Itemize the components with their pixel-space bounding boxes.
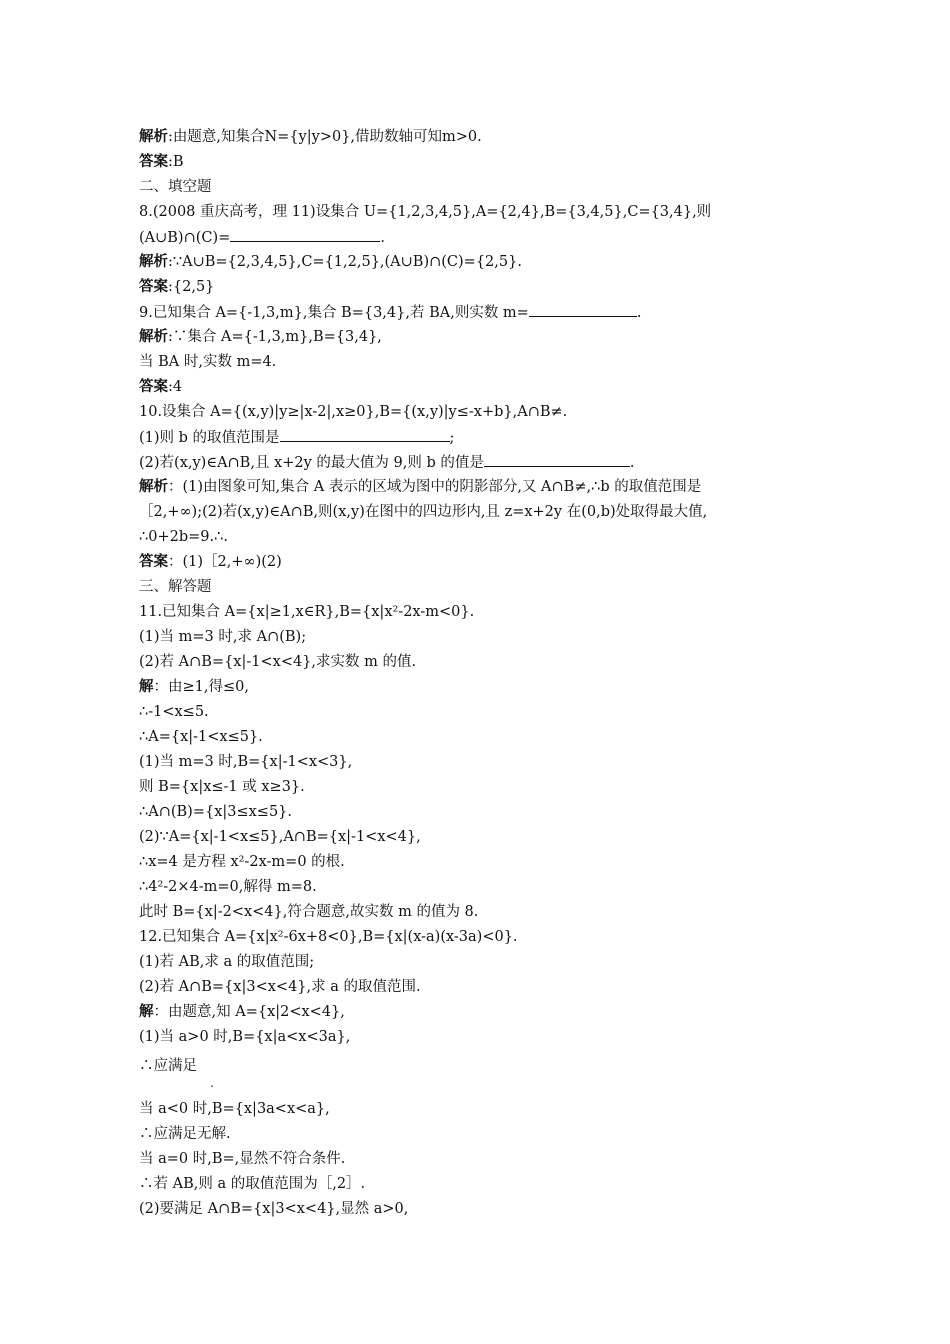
solution-label: 解 bbox=[139, 1004, 154, 1020]
question-10-part-2: (2)若(x,y)∈A∩B,且 x+2y 的最大值为 9,则 b 的值是 . bbox=[139, 452, 634, 473]
solution-text: ∴A∩(B)={x|3≤x≤5}. bbox=[139, 804, 293, 820]
analysis-label: 解析 bbox=[139, 479, 168, 495]
analysis-text: 当 BA 时,实数 m=4. bbox=[139, 354, 277, 370]
answer-label: 答案 bbox=[139, 554, 168, 570]
answer-blank bbox=[230, 227, 380, 242]
solution-line: 解：由≥1,得≤0, bbox=[139, 679, 249, 695]
answer-label: 答案 bbox=[139, 154, 168, 170]
solution-text: (1)当 m=3 时,B={x|-1<x<3}, bbox=[139, 754, 353, 770]
answer-blank bbox=[529, 302, 637, 317]
question-11-part-1: (1)当 m=3 时,求 A∩(B); bbox=[139, 629, 307, 645]
question-10: 10.设集合 A={(x,y)|y≥|x-2|,x≥0},B={(x,y)|y≤-x+b},A∩B≠. bbox=[139, 404, 568, 420]
question-11: 11.已知集合 A={x|≥1,x∈R},B={x|x²-2x-m<0}. bbox=[139, 604, 475, 620]
stray-period: . bbox=[210, 1076, 214, 1090]
answer-line: 答案:4 bbox=[139, 379, 183, 395]
analysis-text: ∴0+2b=9.∴. bbox=[139, 529, 228, 545]
analysis-label: 解析 bbox=[139, 329, 168, 345]
question-12: 12.已知集合 A={x|x²-6x+8<0},B={x|(x-a)(x-3a)<0}. bbox=[139, 929, 518, 945]
answer-line: 答案:B bbox=[139, 154, 184, 170]
answer-blank bbox=[484, 452, 630, 467]
answer-blank bbox=[280, 427, 450, 442]
answer-label: 答案 bbox=[139, 279, 168, 295]
question-8: 8.(2008 重庆高考，理 11)设集合 U={1,2,3,4,5},A={2,4},B={3,4,5},C={3,4},则 bbox=[139, 204, 712, 220]
solution-text: 则 B={x|x≤-1 或 x≥3}. bbox=[139, 779, 305, 795]
question-8-cont: (A∪B)∩(C)= . bbox=[139, 227, 385, 248]
solution-text: (2)∵A={x|-1<x≤5},A∩B={x|-1<x<4}, bbox=[139, 829, 421, 845]
analysis-line: 解析:∵集合 A={-1,3,m},B={3,4}, bbox=[139, 329, 382, 345]
question-9: 9.已知集合 A={-1,3,m},集合 B={3,4},若 BA,则实数 m= . bbox=[139, 302, 641, 323]
solution-text: ∴若 AB,则 a 的取值范围为［,2］. bbox=[139, 1176, 366, 1192]
question-11-part-2: (2)若 A∩B={x|-1<x<4},求实数 m 的值. bbox=[139, 654, 417, 670]
analysis-line: 解析:由题意,知集合N={y|y>0},借助数轴可知m>0. bbox=[139, 129, 482, 145]
analysis-label: 解析 bbox=[139, 129, 168, 145]
analysis-text: ［2,+∞);(2)若(x,y)∈A∩B,则(x,y)在图中的四边形内,且 z=x+2y 在(0,b)处取得最大值, bbox=[139, 504, 708, 520]
solution-text: 当 a=0 时,B=,显然不符合条件. bbox=[139, 1151, 346, 1167]
section-heading: 二、填空题 bbox=[139, 179, 212, 195]
solution-text: 当 a<0 时,B={x|3a<x<a}, bbox=[139, 1101, 330, 1117]
solution-text: ∴x=4 是方程 x²-2x-m=0 的根. bbox=[139, 854, 345, 870]
solution-text: ∴4²-2×4-m=0,解得 m=8. bbox=[139, 879, 317, 895]
solution-text: (2)要满足 A∩B={x|3<x<4},显然 a>0, bbox=[139, 1201, 409, 1217]
solution-text: ∴应满足无解. bbox=[139, 1126, 231, 1142]
solution-text: ∴-1<x≤5. bbox=[139, 704, 209, 720]
solution-line: 解：由题意,知 A={x|2<x<4}, bbox=[139, 1004, 345, 1020]
solution-text: ∴应满足 bbox=[139, 1058, 197, 1074]
solution-label: 解 bbox=[139, 679, 154, 695]
question-12-part-2: (2)若 A∩B={x|3<x<4},求 a 的取值范围. bbox=[139, 979, 421, 995]
question-12-part-1: (1)若 AB,求 a 的取值范围; bbox=[139, 954, 315, 970]
analysis-label: 解析 bbox=[139, 254, 168, 270]
answer-line: 答案:{2,5} bbox=[139, 279, 215, 295]
analysis-line: 解析:∵A∪B={2,3,4,5},C={1,2,5},(A∪B)∩(C)={2,5}. bbox=[139, 254, 522, 270]
answer-label: 答案 bbox=[139, 379, 168, 395]
solution-text: (1)当 a>0 时,B={x|a<x<3a}, bbox=[139, 1029, 351, 1045]
solution-text: 此时 B={x|-2<x<4},符合题意,故实数 m 的值为 8. bbox=[139, 904, 479, 920]
solution-text: ∴A={x|-1<x≤5}. bbox=[139, 729, 263, 745]
section-heading: 三、解答题 bbox=[139, 579, 212, 595]
question-10-part-1: (1)则 b 的取值范围是 ; bbox=[139, 427, 454, 448]
answer-line: 答案：(1)［2,+∞)(2) bbox=[139, 554, 282, 570]
analysis-line: 解析：(1)由图象可知,集合 A 表示的区域为图中的阴影部分,又 A∩B≠,∴b 的取值范围是 bbox=[139, 479, 702, 495]
